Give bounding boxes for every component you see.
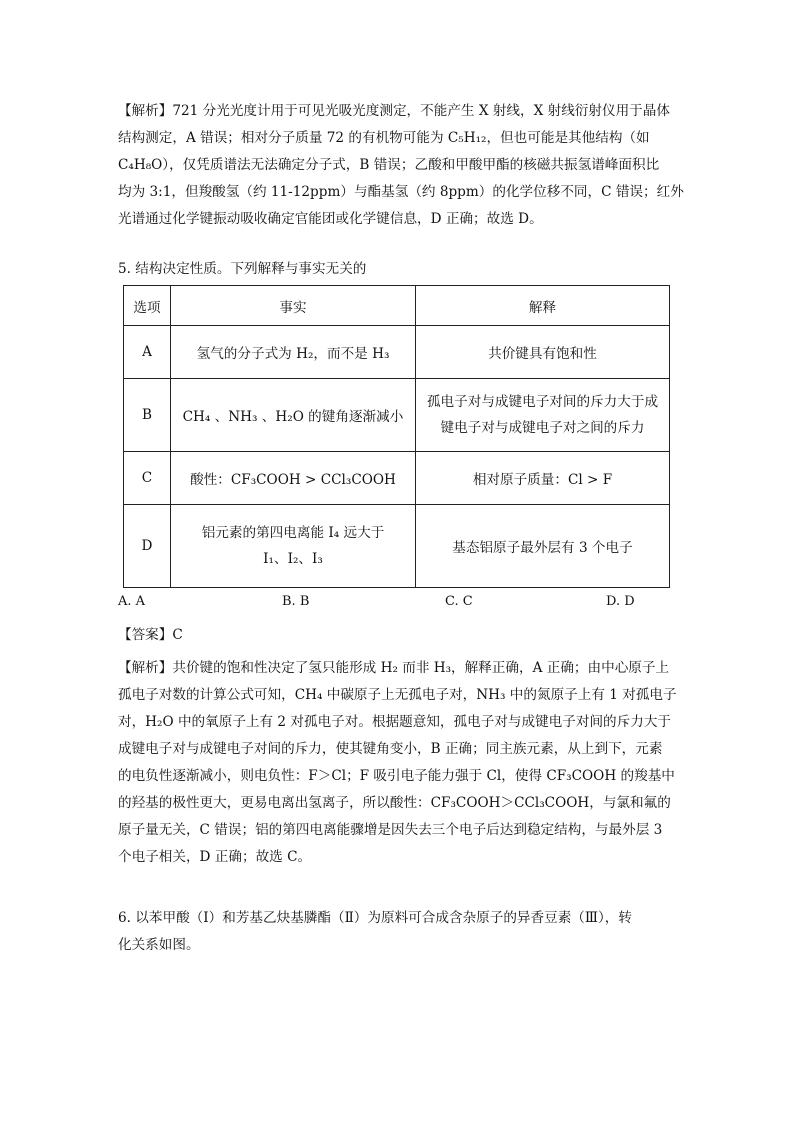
fact-line: I₁、I₂、I₃	[263, 551, 323, 567]
answer-text: 【答案】C	[118, 627, 183, 643]
explanation-cell: 共价键具有饱和性	[416, 326, 670, 379]
choice-d: D. D	[606, 594, 635, 609]
text-line: 【解析】721 分光光度计用于可见光吸光度测定，不能产生 X 射线，X 射线衍射仪用于晶体	[118, 103, 670, 119]
option-cell: C	[124, 452, 171, 505]
explanation-line: 键电子对与成键电子对之间的斥力	[440, 420, 645, 436]
header-fact: 事实	[171, 286, 416, 326]
table-row	[124, 326, 670, 379]
question-5-table	[123, 285, 670, 588]
table-row	[124, 452, 670, 505]
text-line: 的电负性逐渐减小，则电负性：F＞Cl；F 吸引电子能力强于 Cl，使得 CF₃COOH 的羧基中	[118, 768, 675, 784]
text-line: 【解析】共价键的饱和性决定了氢只能形成 H₂ 而非 H₃，解释正确，A 正确；由中心原子上	[118, 660, 670, 676]
fact-line: 铝元素的第四电离能 I₄ 远大于	[201, 525, 385, 541]
explanation-line: 孤电子对与成键电子对间的斥力大于成	[426, 394, 659, 410]
analysis-paragraph-q5	[118, 655, 678, 871]
table-row	[124, 379, 670, 452]
fact-cell: CH₄ 、NH₃ 、H₂O 的键角逐渐减小	[171, 379, 416, 452]
question-6-stem	[118, 905, 678, 959]
text-line: 均为 3:1，但羧酸氢（约 11-12ppm）与酯基氢（约 8ppm）的化学位移不同，C 错误；红外	[118, 184, 684, 200]
text-line: 光谱通过化学键振动吸收确定官能团或化学键信息，D 正确；故选 D。	[118, 211, 543, 227]
text-line: 个电子相关，D 正确；故选 C。	[118, 849, 312, 865]
table-header-row	[124, 286, 670, 326]
question-5-stem	[118, 256, 678, 283]
header-option: 选项	[124, 286, 171, 326]
text-line: 的羟基的极性更大，更易电离出氢离子，所以酸性：CF₃COOH＞CCl₃COOH，与氯和氟的	[118, 795, 671, 811]
analysis-paragraph-q4	[118, 98, 684, 233]
option-cell: A	[124, 326, 171, 379]
text-line: 6. 以苯甲酸（Ⅰ）和芳基乙炔基膦酯（Ⅱ）为原料可合成含杂原子的异香豆素（Ⅲ），转	[118, 910, 632, 926]
explanation-cell: 相对原子质量：Cl > F	[416, 452, 670, 505]
option-cell: D	[124, 505, 171, 588]
text-line: 对，H₂O 中的氧原子上有 2 对孤电子对。根据题意知，孤电子对与成键电子对间的斥力大于	[118, 714, 672, 730]
fact-cell: 氢气的分子式为 H₂，而不是 H₃	[171, 326, 416, 379]
fact-cell: 酸性：CF₃COOH > CCl₃COOH	[171, 452, 416, 505]
text-line: 孤电子对数的计算公式可知，CH₄ 中碳原子上无孤电子对，NH₃ 中的氮原子上有 1 对孤电子	[118, 687, 677, 703]
text-line: 结构测定，A 错误；相对分子质量 72 的有机物可能为 C₅H₁₂，但也可能是其他结构（如	[118, 130, 650, 146]
explanation-cell	[416, 379, 670, 452]
header-explanation: 解释	[416, 286, 670, 326]
text-line: 原子量无关，C 错误；铝的第四电离能骤增是因失去三个电子后达到稳定结构，与最外层 3	[118, 822, 663, 838]
text-line: 化关系如图。	[118, 937, 200, 953]
question-stem: 5. 结构决定性质。下列解释与事实无关的	[118, 261, 367, 277]
table-row	[124, 505, 670, 588]
text-line: 成键电子对与成键电子对间的斥力，使其键角变小，B 正确；同主族元素，从上到下，元素	[118, 741, 663, 757]
text-line: C₄H₈O），仅凭质谱法无法确定分子式，B 错误；乙酸和甲酸甲酯的核磁共振氢谱峰面积比	[118, 157, 660, 173]
choice-c: C. C	[445, 594, 473, 609]
answer-line	[118, 622, 678, 649]
option-cell: B	[124, 379, 171, 452]
explanation-cell: 基态铝原子最外层有 3 个电子	[416, 505, 670, 588]
fact-cell	[171, 505, 416, 588]
choice-a: A. A	[118, 594, 146, 609]
choice-b: B. B	[282, 594, 310, 609]
